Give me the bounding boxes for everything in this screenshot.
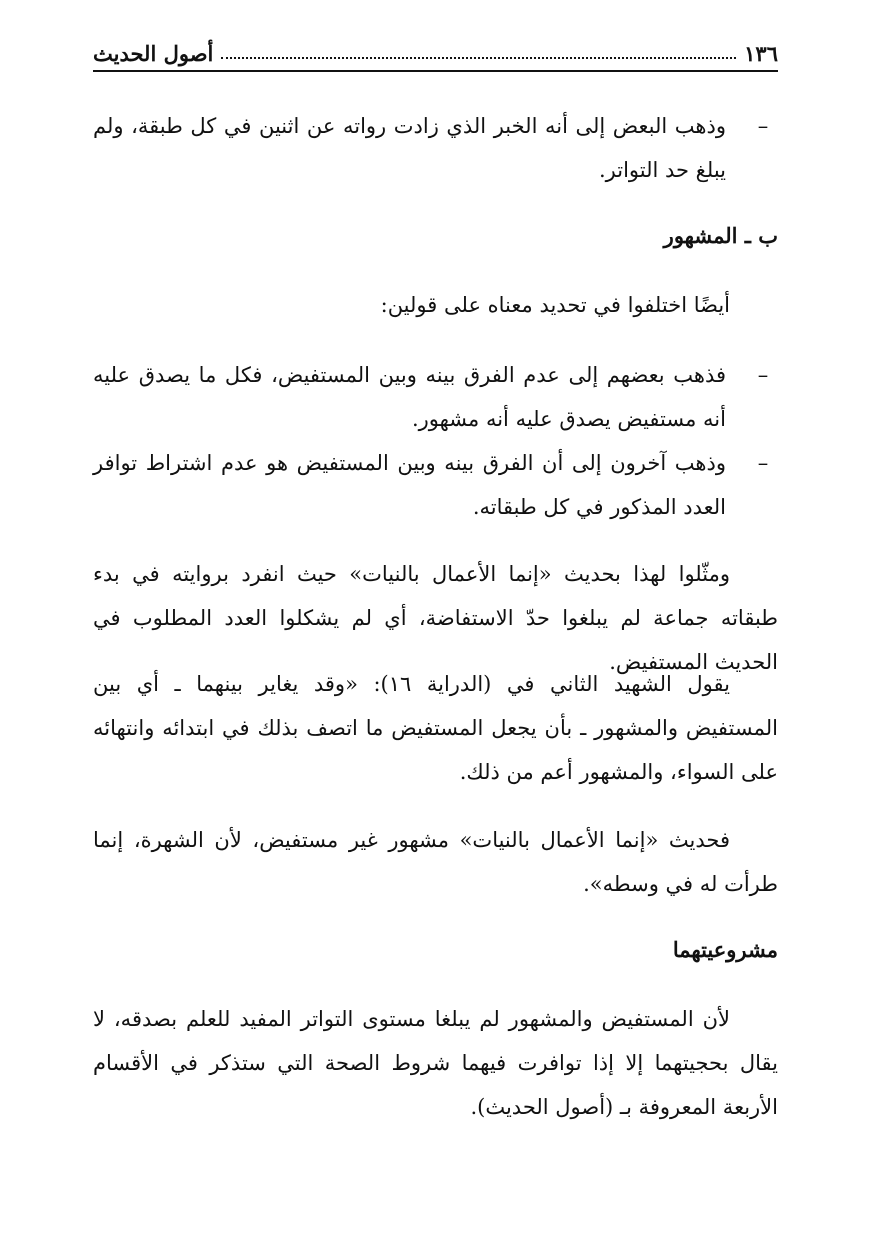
list-item-text: وذهب البعض إلى أنه الخبر الذي زادت رواته عن اثنين في كل طبقة، ولم يبلغ حد التواتر. (93, 114, 726, 182)
paragraph-legitimacy: لأن المستفيض والمشهور لم يبلغا مستوى التواتر المفيد للعلم بصدقه، لا يقال بحجيتهما إلا إذا توافرت فيهما شروط الصحة التي ستذكر في الأقسام الأربعة المعروفة بـ (أصول الحديث). (93, 1007, 778, 1119)
list-item (93, 353, 778, 441)
paragraph-quote: يقول الشهيد الثاني في (الدراية ١٦): «وقد يغاير بينهما ـ أي بين المستفيض والمشهور ـ بأن يجعل المستفيض ما اتصف بذلك في ابتدائه وانتهائه على السواء، والمشهور أعم من ذلك. (93, 672, 778, 784)
book-title: أصول الحديث (93, 41, 214, 66)
bullet-dash: – (757, 114, 769, 138)
bullet-dash: – (757, 451, 769, 475)
list-item (93, 441, 778, 529)
page-number: ١٣٦ (744, 41, 778, 66)
list-item-text: وذهب آخرون إلى أن الفرق بينه وبين المستفيض هو عدم اشتراط توافر العدد المذكور في كل طبقاته. (93, 451, 726, 519)
list-item (93, 104, 778, 192)
paragraph-quote-continued: فحديث «إنما الأعمال بالنيات» مشهور غير مستفيض، لأن الشهرة، إنما طرأت له في وسطه». (93, 828, 778, 896)
bullet-dash: – (757, 363, 769, 387)
section-heading-legitimacy: مشروعيتهما (672, 937, 778, 962)
section-heading-mashhur: ب ـ المشهور (663, 223, 778, 248)
paragraph-example: ومثّلوا لهذا بحديث «إنما الأعمال بالنيات» حيث انفرد بروايته في بدء طبقاته جماعة لم يبلغوا حدّ الاستفاضة، أي لم يشكلوا العدد المطلوب في الحديث المستفيض. (93, 562, 778, 674)
list-item-text: فذهب بعضهم إلى عدم الفرق بينه وبين المستفيض، فكل ما يصدق عليه أنه مستفيض يصدق عليه أنه مشهور. (93, 363, 726, 431)
header-dot-leader (221, 57, 736, 59)
running-header (93, 36, 778, 72)
section-intro: أيضًا اختلفوا في تحديد معناه على قولين: (380, 293, 730, 317)
